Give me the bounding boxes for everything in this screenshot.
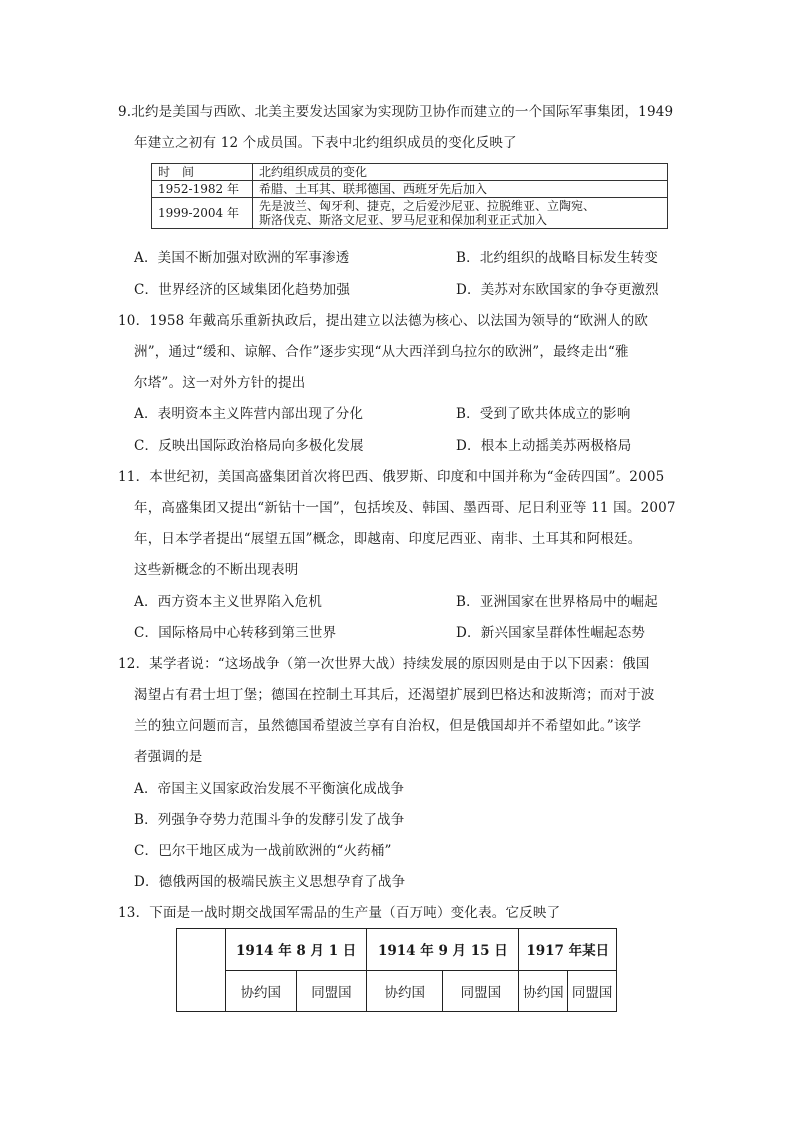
table-side-cell: 同盟国 — [296, 970, 367, 1012]
table-cell-time: 1999-2004 年 — [152, 198, 253, 229]
q11-stem-line2: 年，高盛集团又提出“新钻十一国”，包括埃及、韩国、墨西哥、尼日利亚等 11 国。2007 — [134, 500, 676, 516]
table-row — [152, 198, 668, 229]
q9-nato-table — [151, 163, 668, 229]
table-side-cell: 协约国 — [367, 970, 443, 1012]
q11-stem-line1: 11．本世纪初，美国高盛集团首次将巴西、俄罗斯、印度和中国并称为“金砖四国”。2005 — [118, 469, 665, 485]
table-row — [152, 181, 668, 198]
table-date-cell: 1914 年 9 月 15 日 — [367, 929, 519, 971]
table-row — [177, 970, 617, 1012]
q11-option-d[interactable]: D．新兴国家呈群体性崛起态势 — [456, 625, 646, 641]
table-date-cell: 1917 年某日 — [519, 929, 617, 971]
q12-stem-line3: 兰的独立问题而言，虽然德国希望波兰享有自治权，但是俄国却并不希望如此。”该学 — [134, 718, 642, 734]
q10-option-a[interactable]: A．表明资本主义阵营内部出现了分化 — [134, 406, 364, 422]
q11-option-c[interactable]: C．国际格局中心转移到第三世界 — [134, 625, 337, 641]
q9-option-a[interactable]: A．美国不断加强对欧洲的军事渗透 — [134, 250, 350, 266]
q12-stem-line4: 者强调的是 — [134, 749, 203, 765]
table-side-cell: 同盟国 — [443, 970, 519, 1012]
table-side-cell: 同盟国 — [568, 970, 617, 1012]
table-date-cell: 1914 年 8 月 1 日 — [226, 929, 367, 971]
q9-option-b[interactable]: B．北约组织的战略目标发生转变 — [456, 250, 658, 266]
q12-option-d[interactable]: D．德俄两国的极端民族主义思想孕育了战争 — [134, 874, 406, 890]
table-side-cell: 协约国 — [519, 970, 568, 1012]
q11-stem-line4: 这些新概念的不断出现表明 — [134, 562, 299, 578]
table-corner-cell — [177, 929, 226, 1012]
q12-option-a[interactable]: A．帝国主义国家政治发展不平衡演化成战争 — [134, 781, 405, 797]
q12-stem-line2: 渴望占有君士坦丁堡；德国在控制土耳其后，还渴望扩展到巴格达和波斯湾；而对于波 — [134, 687, 655, 703]
table-cell-change-line: 先是波兰、匈牙利、捷克，之后爱沙尼亚、拉脱维亚、立陶宛、 — [259, 199, 596, 213]
q13-stem-line1: 13．下面是一战时期交战国军需品的生产量（百万吨）变化表。它反映了 — [118, 905, 561, 921]
q10-stem-line1: 10．1958 年戴高乐重新执政后，提出建立以法德为核心、以法国为领导的“欧洲人的欧 — [118, 313, 649, 329]
q13-production-table — [176, 928, 617, 1012]
table-cell-change-line: 斯洛伐克、斯洛文尼亚、罗马尼亚和保加利亚正式加入 — [259, 213, 548, 227]
table-cell-time: 1952-1982 年 — [152, 181, 253, 198]
q10-option-d[interactable]: D．根本上动摇美苏两极格局 — [456, 438, 632, 454]
q9-option-d[interactable]: D．美苏对东欧国家的争夺更激烈 — [456, 282, 659, 298]
table-header-change: 北约组织成员的变化 — [253, 164, 668, 181]
q10-stem-line3: 尔塔”。这一对外方针的提出 — [134, 375, 306, 391]
q9-option-c[interactable]: C．世界经济的区域集团化趋势加强 — [134, 282, 351, 298]
table-side-cell: 协约国 — [226, 970, 297, 1012]
q10-option-b[interactable]: B．受到了欧共体成立的影响 — [456, 406, 631, 422]
q9-stem-line1: 9.北约是美国与西欧、北美主要发达国家为实现防卫协作而建立的一个国际军事集团，1949 — [118, 104, 674, 120]
table-header-time: 时 间 — [152, 164, 253, 181]
table-cell-change: 希腊、土耳其、联邦德国、西班牙先后加入 — [253, 181, 668, 198]
q11-option-b[interactable]: B．亚洲国家在世界格局中的崛起 — [456, 594, 658, 610]
q10-stem-line2: 洲”，通过“缓和、谅解、合作”逐步实现“从大西洋到乌拉尔的欧洲”，最终走出“雅 — [134, 344, 629, 360]
q9-stem-line2: 年建立之初有 12 个成员国。下表中北约组织成员的变化反映了 — [134, 135, 517, 151]
table-cell-change — [253, 198, 668, 229]
q10-option-c[interactable]: C．反映出国际政治格局向多极化发展 — [134, 438, 364, 454]
q12-option-c[interactable]: C．巴尔干地区成为一战前欧洲的“火药桶” — [134, 843, 392, 859]
q11-option-a[interactable]: A．西方资本主义世界陷入危机 — [134, 594, 323, 610]
table-row — [177, 929, 617, 971]
table-header-row — [152, 164, 668, 181]
q11-stem-line3: 年，日本学者提出“展望五国”概念，即越南、印度尼西亚、南非、土耳其和阿根廷。 — [134, 531, 642, 547]
q12-option-b[interactable]: B．列强争夺势力范围斗争的发酵引发了战争 — [134, 812, 405, 828]
q12-stem-line1: 12．某学者说：“这场战争（第一次世界大战）持续发展的原因则是由于以下因素：俄国 — [118, 656, 650, 672]
